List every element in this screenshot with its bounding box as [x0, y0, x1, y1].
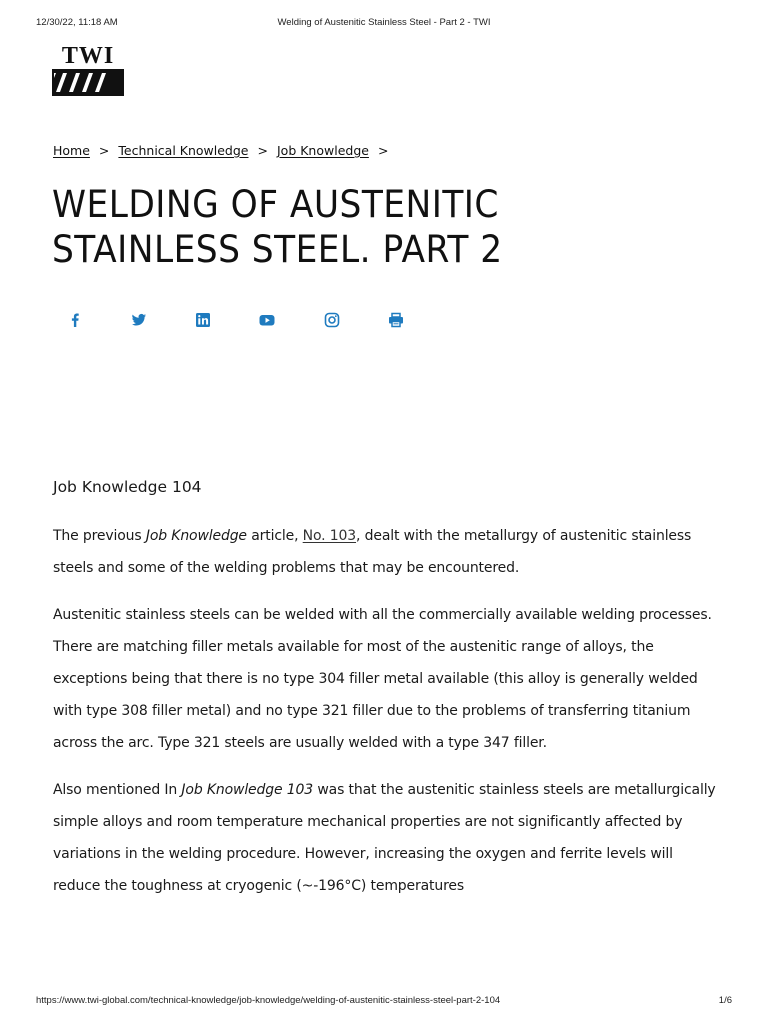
print-page-title: Welding of Austenitic Stainless Steel - Part 2 - TWI: [277, 17, 491, 28]
p1-text: article,: [246, 528, 303, 544]
logo-text: TWI: [61, 43, 115, 69]
facebook-icon[interactable]: [64, 309, 86, 331]
youtube-icon[interactable]: [256, 309, 278, 331]
article-paragraph: Austenitic stainless steels can be welded with all the commercially available welding processes. There are matching filler metals available for most of the austenitic range of alloys, the exceptions being that there is no type 304 filler metal available (this alloy is generally welded with type 308 filler metal) and no type 321 filler due to the problems of transferring titanium across the arc. Type 321 steels are usually welded with a type 347 filler.: [53, 607, 712, 751]
linkedin-icon[interactable]: [192, 309, 214, 331]
p1-text: , dealt with the metallurgy of austenitic stainless steels and some of the welding problems that may be encountered.: [53, 528, 692, 576]
print-page-number: 1/6: [718, 995, 732, 1006]
article-paragraph: [53, 774, 723, 902]
p1-emphasis: Job Knowledge: [145, 528, 247, 544]
p1-text: The previous: [53, 528, 146, 544]
breadcrumb-separator: >: [257, 143, 268, 158]
print-icon[interactable]: [385, 309, 407, 331]
article-heading: Job Knowledge 104: [53, 478, 202, 496]
print-date: 12/30/22, 11:18 AM: [36, 17, 118, 28]
job-knowledge-103-link[interactable]: No. 103: [302, 528, 357, 544]
p3-text: Also mentioned In: [53, 782, 182, 798]
p3-cut-off-text: temperatures: [370, 878, 465, 894]
print-url: https://www.twi-global.com/technical-knowledge/job-knowledge/welding-of-austenitic-stainless-steel-part-2-104: [36, 995, 501, 1006]
twi-logo[interactable]: [52, 44, 124, 98]
p3-emphasis: Job Knowledge 103: [181, 782, 314, 798]
breadcrumb-home[interactable]: Home: [53, 143, 90, 158]
twitter-icon[interactable]: [128, 309, 150, 331]
article-paragraph: [53, 520, 723, 584]
breadcrumb-separator: >: [377, 143, 389, 158]
breadcrumb-technical-knowledge[interactable]: Technical Knowledge: [118, 143, 249, 158]
p3-text: was that the austenitic stainless steels are metallurgically simple alloys and room temperature mechanical properties are not significantly affected by variations in the welding procedure. However, increasing the oxygen and ferrite levels will reduce the toughness at cryogenic (~-196°C): [53, 782, 716, 894]
instagram-icon[interactable]: [321, 309, 343, 331]
article-body: [53, 474, 723, 917]
logo-stripes-icon: [52, 69, 124, 96]
breadcrumb-separator: >: [98, 143, 110, 158]
print-footer: [36, 995, 732, 1009]
print-header: [36, 17, 732, 31]
breadcrumb: [53, 143, 397, 158]
breadcrumb-job-knowledge[interactable]: Job Knowledge: [276, 143, 369, 158]
page-title: WELDING OF AUSTENITIC STAINLESS STEEL. PART 2: [52, 183, 503, 271]
